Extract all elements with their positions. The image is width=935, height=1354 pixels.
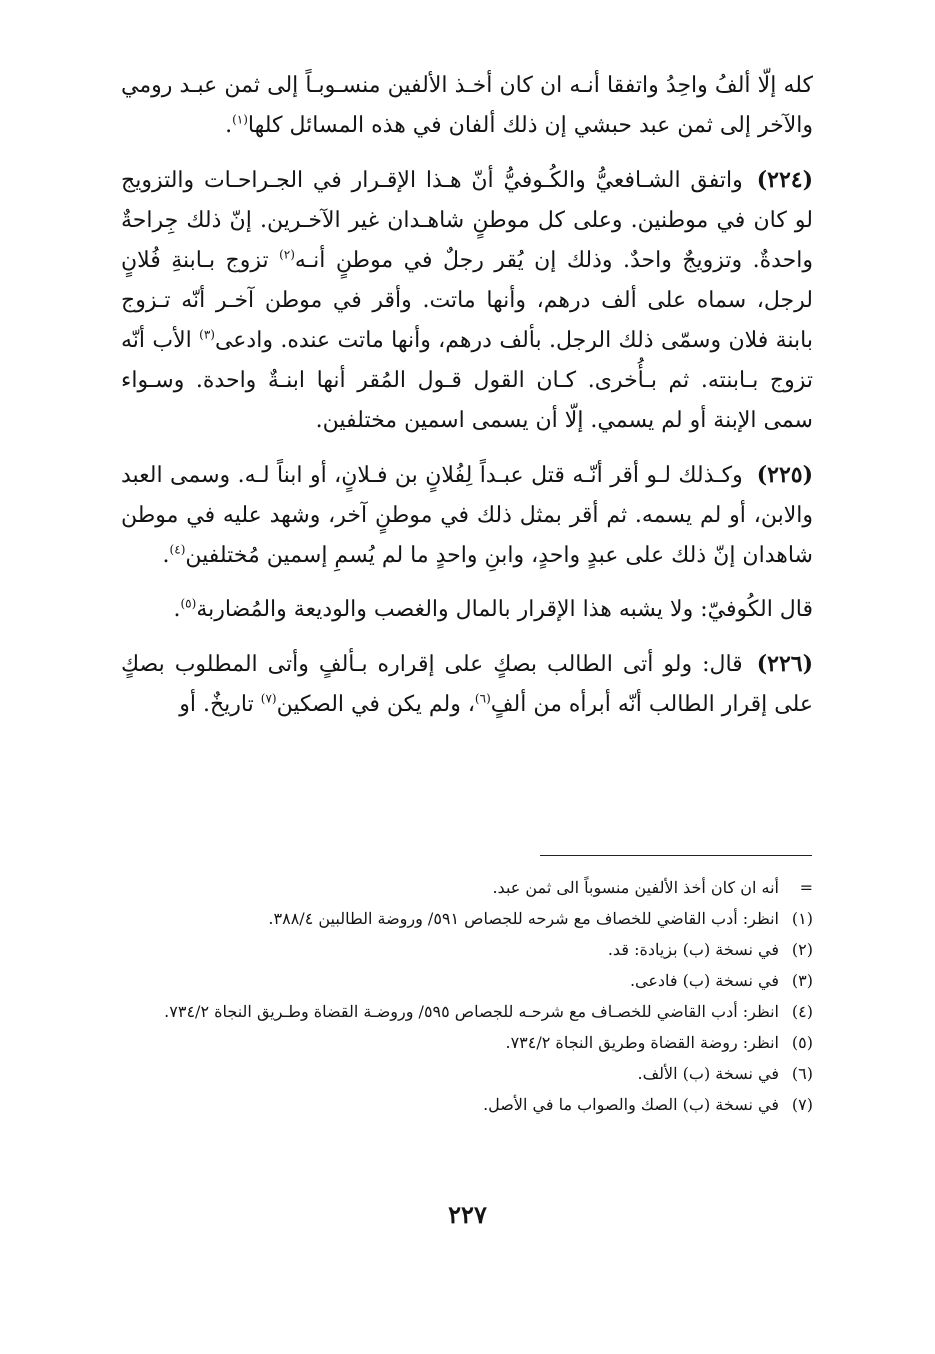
footnote-text: أنه ان كان أخذ الألفين منسوباً الى ثمن عبد.: [492, 878, 779, 897]
paragraph-224: (٢٢٤)واتفق الشـافعيُّ والكُـوفيُّ أنّ هـذا الإقـرار في الجـراحـات والتزويج لو كان في موطنين. وعلى كل موطنٍ شاهـدان غير الآخـرين. إنّ ذلك جِراحةٌ واحدةٌ. وتزويجٌ واحدٌ. وذلك إن يُقر رجلٌ في موطنٍ أنـه$^{(٢)}$ تزوج بـابنةِ فُلانٍ لرجل، سماه على ألف درهم، وأنها ماتت. وأقر في موطن آخـر أنّه تـزوج بابنة فلان وسمّى ذلك الرجل. بألف درهم، وأنها ماتت عنده. وادعى$^{(٣)}$ الأب أنّه تزوج بـابنته. ثم بـأُخرى. كـان القول قـول المُقر أنها ابنـةٌ واحدة. وسـواء سمى الإبنة أو لم يسمي. إلّا أن يسمى اسمين مختلفين.: [121, 167, 813, 433]
footnote-mark: (٢): [791, 940, 813, 959]
footnote-item: [121, 965, 813, 996]
footnote-ref: (٦): [474, 691, 491, 706]
footnote-ref: (٤): [169, 542, 186, 557]
footnotes: [121, 872, 813, 1120]
footnote-item: [121, 872, 813, 903]
footnote-text: انظر: أدب القاضي للخصاف مع شرحه للجصاص ٥٩١/ وروضة الطالبين ٣٨٨/٤.: [268, 909, 779, 928]
footnote-mark: (٥): [791, 1033, 813, 1052]
footnote-ref: (٧): [260, 691, 277, 706]
footnote-text: في نسخة (ب) بزيادة: قد.: [607, 940, 779, 959]
footnote-item: [121, 903, 813, 934]
footnote-mark: (٧): [791, 1095, 813, 1114]
footnote-text: في نسخة (ب) فادعى.: [629, 971, 779, 990]
footnote-item: [121, 1058, 813, 1089]
footnote-text: في نسخة (ب) الصك والصواب ما في الأصل.: [483, 1095, 779, 1114]
paragraph-text: قال: ولو أتى الطالب بصكٍ على إقراره بـألفٍ وأتى المطلوب بصكٍ على إقرار الطالب أنّه أبرأه من ألفٍ: [121, 652, 813, 717]
footnote-mark: =: [799, 878, 813, 897]
paragraph-text: كله إلّا ألفُ واحِدُ واتفقا أنـه ان كان أخـذ الألفين منسـوبـاً إلى ثمن عبـد رومي والآخر إلى ثمن عبد حبشي إن ذلك ألفان في هذه المسائل كلها: [121, 73, 813, 138]
footnote-ref: (٥): [180, 596, 197, 611]
paragraph-225: (٢٢٥)وكـذلك لـو أقر أنّـه قتل عبـداً لِفُلانٍ بن فـلانٍ، أو ابناً لـه. وسمى العبد والابن، أو لم يسمه. ثم أقر بمثل ذلك في موطنٍ آخر، وشهد عليه في موطن شاهدان إنّ ذلك على عبدٍ واحدٍ، وابنِ واحدٍ ما لم يُسمِ إسمين مُختلفين$^{(٤)}$.: [121, 462, 813, 568]
footnote-mark: (١): [791, 909, 813, 928]
footnote-item: [121, 934, 813, 965]
footnote-text: انظر: روضة القضاة وطريق النجاة ٧٣٤/٢.: [505, 1033, 779, 1052]
footnote-text: في نسخة (ب) الألف.: [637, 1064, 779, 1083]
paragraph-226: (٢٢٦)قال: ولو أتى الطالب بصكٍ على إقراره بـألفٍ وأتى المطلوب بصكٍ على إقرار الطالب أنّه أبرأه من ألفٍ$^{(٦)}$، ولم يكن في الصكين$^{(٧)}$ تاريخٌ. أو: [121, 651, 813, 717]
paragraph-text: واتفق الشـافعيُّ والكُـوفيُّ أنّ هـذا الإقـرار في الجـراحـات والتزويج لو كان في موطنين. وعلى كل موطنٍ شاهـدان غير الآخـرين. إنّ ذلك جِراحةٌ واحدةٌ. وتزويجٌ واحدٌ. وذلك إن يُقر رجلٌ في موطنٍ أنـه: [121, 168, 813, 273]
page-number: ٢٢٧: [448, 1200, 487, 1229]
paragraph-text: قال الكُوفيّ: ولا يشبه هذا الإقرار بالمال والغصب والوديعة والمُضاربة: [196, 597, 813, 622]
paragraph-text: وكـذلك لـو أقر أنّـه قتل عبـداً لِفُلانٍ بن فـلانٍ، أو ابناً لـه. وسمى العبد والابن، أو لم يسمه. ثم أقر بمثل ذلك في موطنٍ آخر، وشهد عليه في موطن شاهدان إنّ ذلك على عبدٍ واحدٍ، وابنِ واحدٍ ما لم يُسمِ إسمين مُختلفين: [121, 463, 813, 568]
footnote-mark: (٣): [791, 971, 813, 990]
footnote-item: [121, 1089, 813, 1120]
footnote-separator: [540, 855, 812, 856]
footnote-ref: (٢): [279, 247, 295, 262]
footnote-item: [121, 1027, 813, 1058]
main-text: [121, 66, 813, 739]
paragraph-number: (٢٢٤): [756, 167, 813, 193]
footnote-mark: (٦): [791, 1064, 813, 1083]
footnote-item: [121, 996, 813, 1027]
paragraph-number: (٢٢٥): [756, 462, 813, 488]
footnote-ref: (٣): [199, 327, 215, 342]
footnote-text: انظر: أدب القاضي للخصـاف مع شرحـه للجصاص ٥٩٥/ وروضـة القضاة وطـريق النجاة ٧٣٤/٢.: [164, 1002, 779, 1021]
paragraph-continuation: كله إلّا ألفُ واحِدُ واتفقا أنـه ان كان أخـذ الألفين منسـوبـاً إلى ثمن عبـد رومي والآخر إلى ثمن عبد حبشي إن ذلك ألفان في هذه المسائل كلها$^{(١)}$.: [121, 73, 813, 138]
paragraph-number: (٢٢٦): [756, 651, 813, 677]
footnote-ref: (١): [232, 112, 248, 127]
footnote-mark: (٤): [791, 1002, 813, 1021]
paragraph-kufi: قال الكُوفيّ: ولا يشبه هذا الإقرار بالمال والغصب والوديعة والمُضاربة$^{(٥)}$.: [173, 596, 813, 622]
